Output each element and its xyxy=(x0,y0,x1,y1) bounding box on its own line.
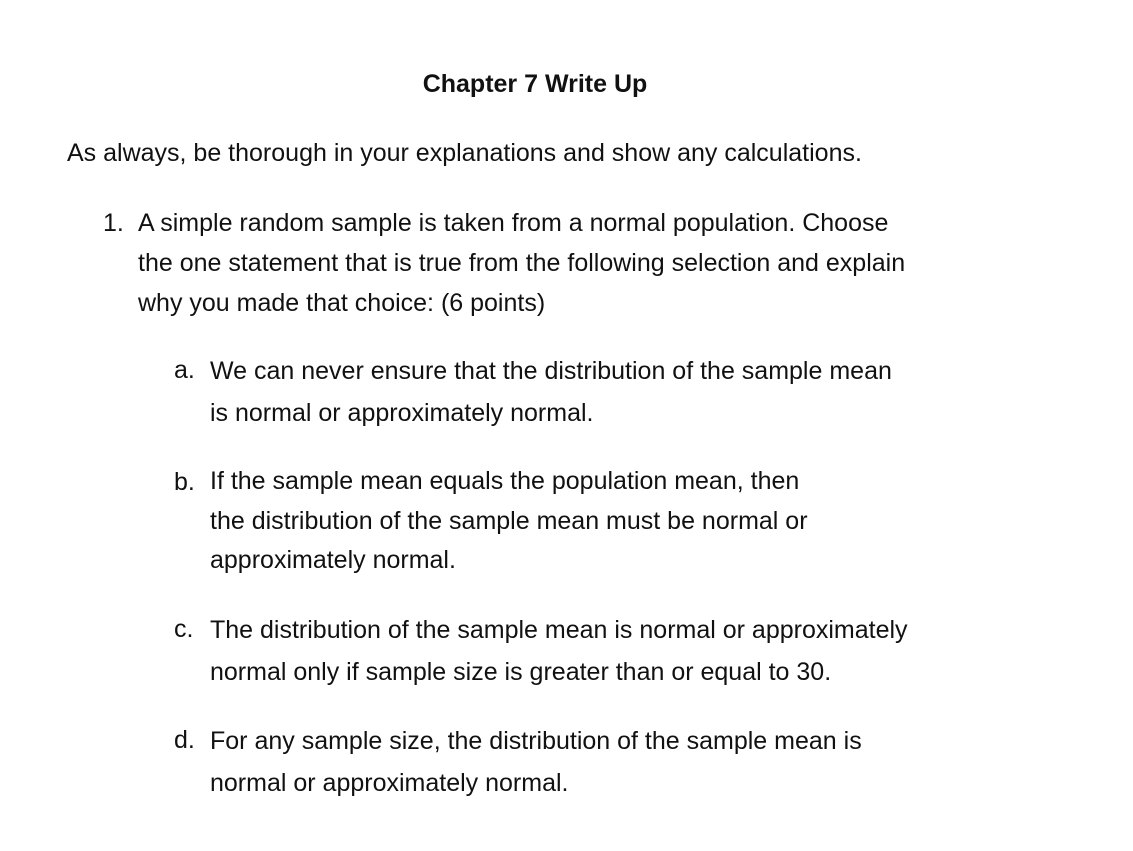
option-text xyxy=(210,609,1030,693)
option-letter: b. xyxy=(174,468,195,496)
option-text xyxy=(210,462,1030,581)
question-text-line: A simple random sample is taken from a normal population. Choose xyxy=(138,209,889,237)
option-text-line: For any sample size, the distribution of the sample mean is xyxy=(210,727,862,755)
option-letter: d. xyxy=(174,726,195,754)
option-letter: a. xyxy=(174,356,195,384)
option-text-line: We can never ensure that the distribution of the sample mean xyxy=(210,357,892,385)
option-text xyxy=(210,350,1030,434)
option-text-line: normal only if sample size is greater than or equal to 30. xyxy=(210,658,832,686)
question-number: 1. xyxy=(103,209,124,237)
question-text-line: why you made that choice: (6 points) xyxy=(138,289,546,317)
question-text-line: the one statement that is true from the following selection and explain xyxy=(138,249,906,277)
option-text-line: the distribution of the sample mean must be normal or xyxy=(210,506,808,535)
option-text-line: If the sample mean equals the population mean, then xyxy=(210,467,800,495)
option-letter: c. xyxy=(174,615,194,643)
option-text xyxy=(210,720,1030,804)
option-text-line: approximately normal. xyxy=(210,546,456,574)
option-text-line: The distribution of the sample mean is normal or approximately xyxy=(210,616,908,644)
document-title: Chapter 7 Write Up xyxy=(422,70,648,98)
option-text-line: normal or approximately normal. xyxy=(210,769,569,797)
instructions-text: As always, be thorough in your explanations and show any calculations. xyxy=(67,139,862,167)
question-text xyxy=(138,203,1018,323)
option-text-line: is normal or approximately normal. xyxy=(210,399,594,427)
